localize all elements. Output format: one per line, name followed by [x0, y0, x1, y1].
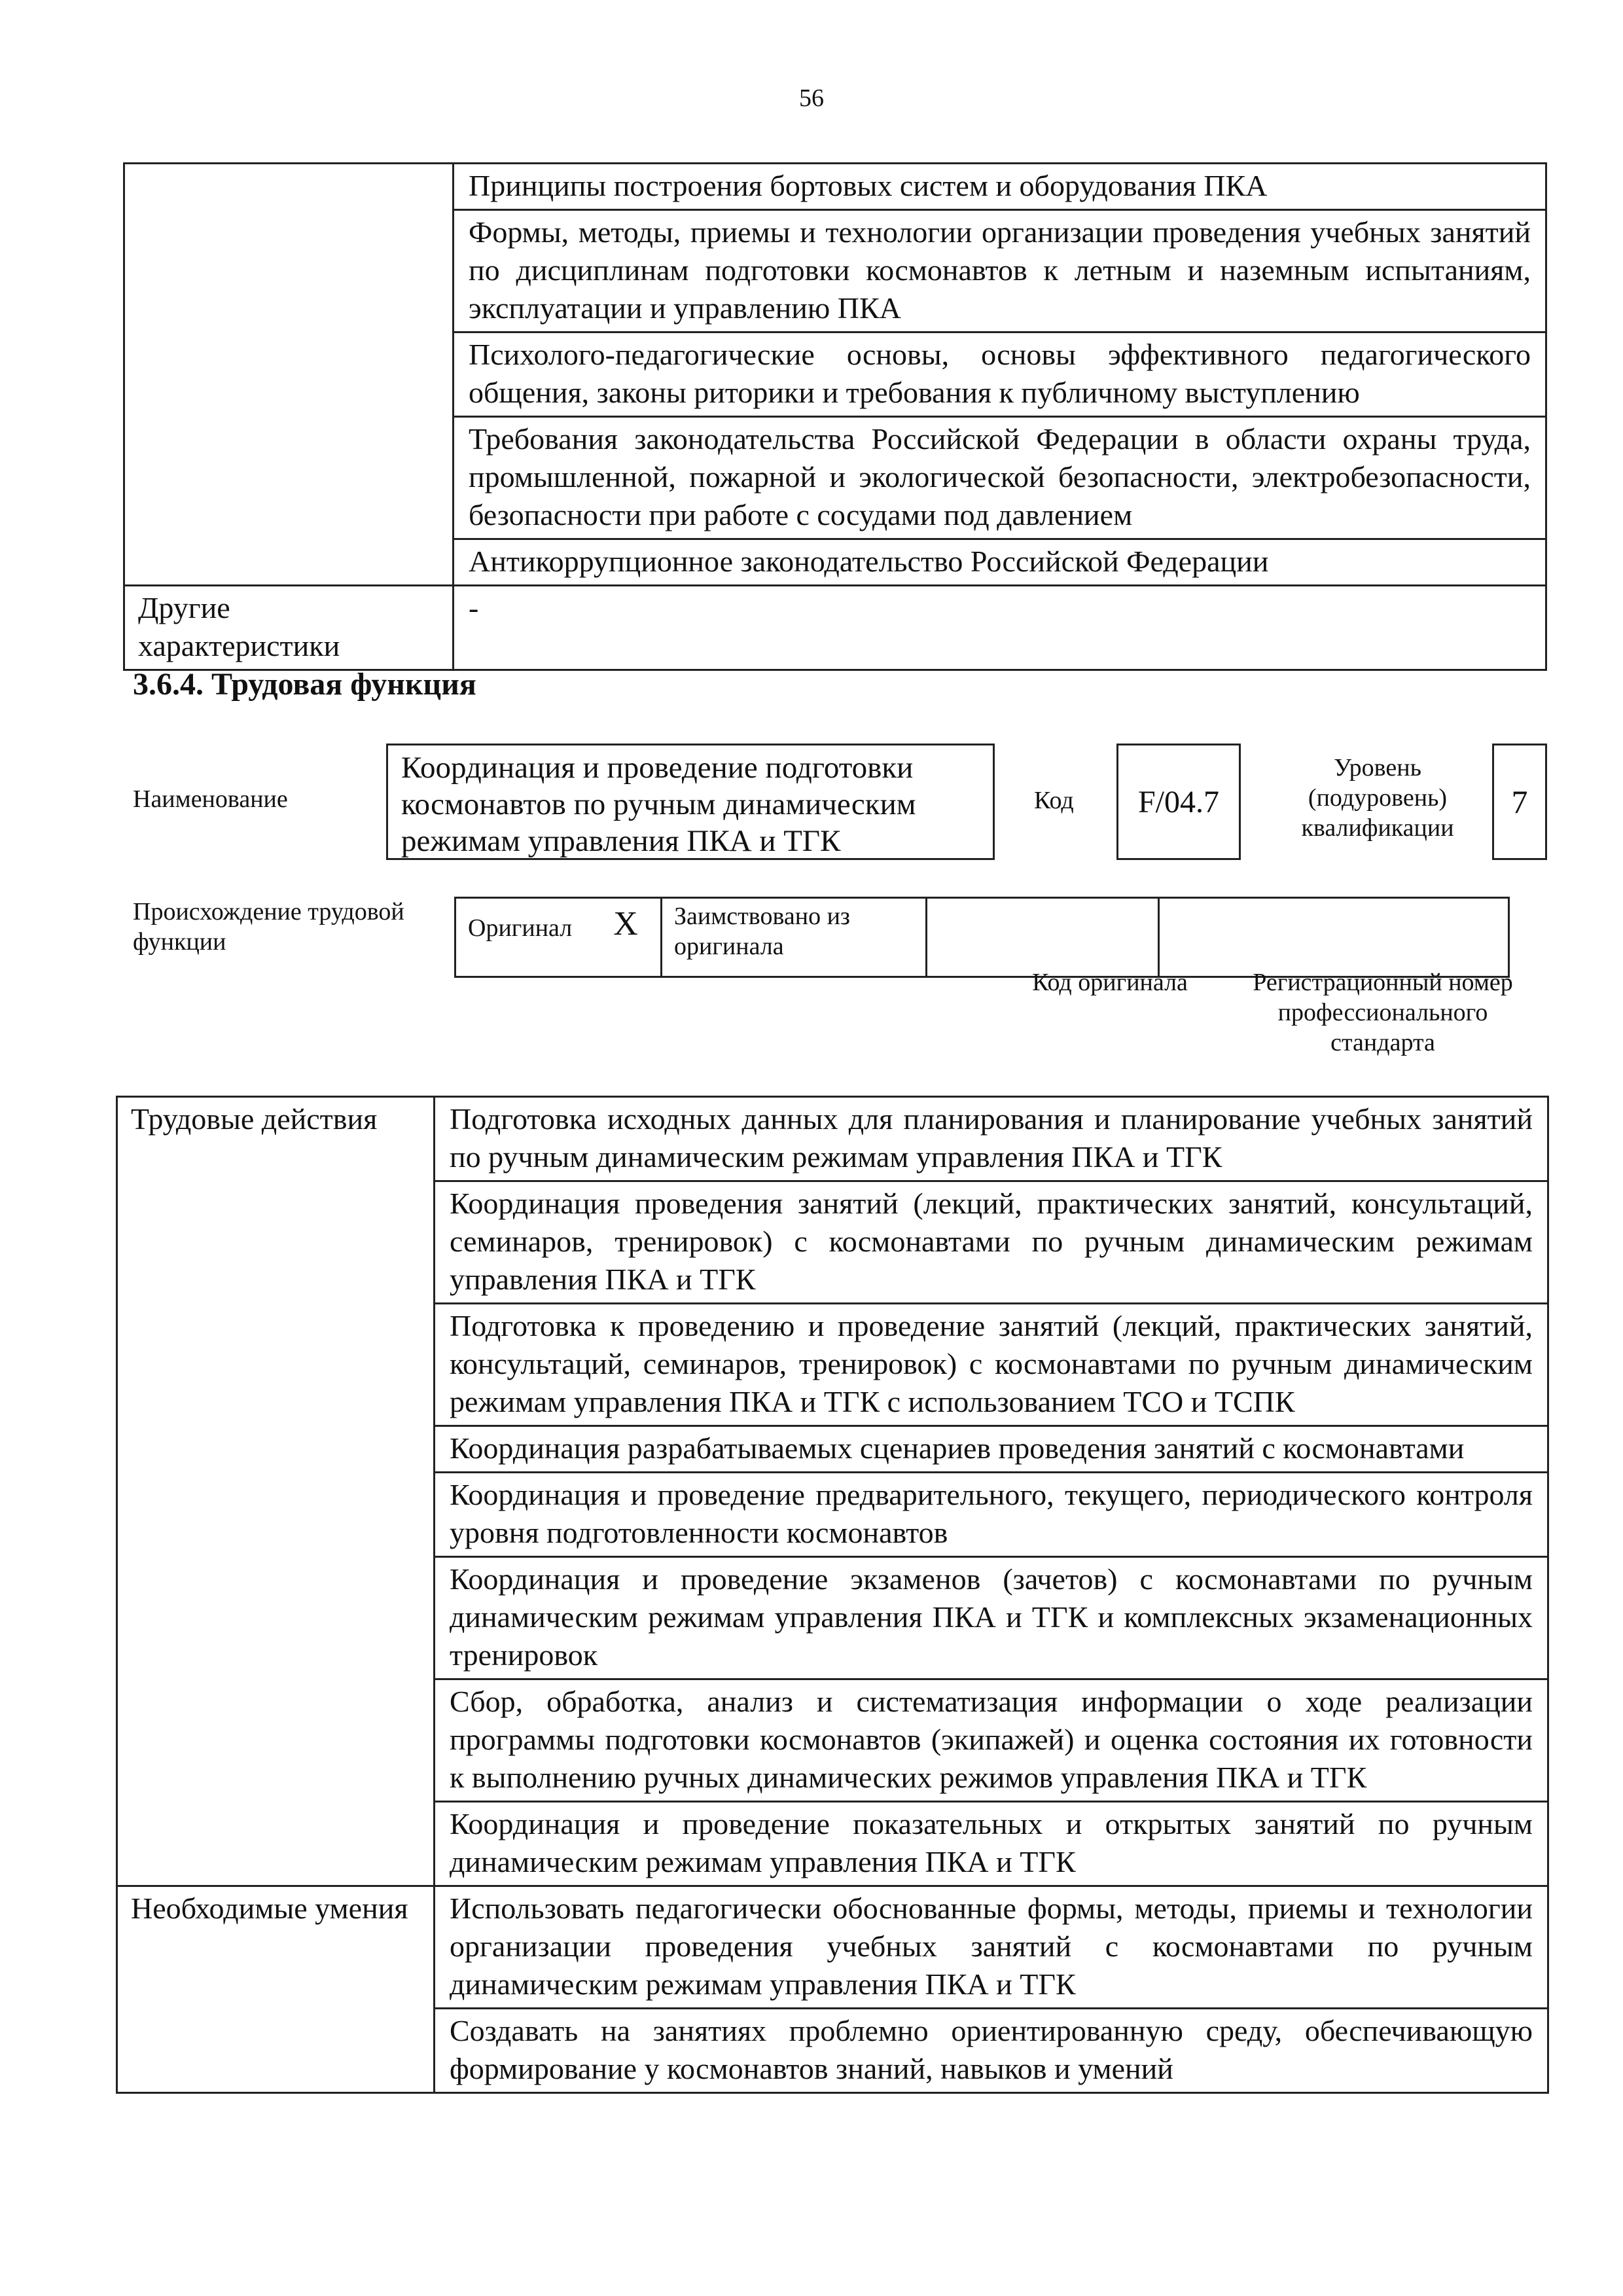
labor-action-item: Координация и проведение предварительного, текущего, периодического контроля уровня подготовленности космонавтов	[435, 1473, 1548, 1557]
level-label: Уровень (подуровень) квалификации	[1301, 754, 1454, 842]
knowledge-item: Формы, методы, приемы и технологии организации проведения учебных занятий по дисциплинам подготовки космонавтов к летным и наземным испытаниям, эксплуатации и управлению ПКА	[454, 210, 1546, 332]
labor-action-item: Сбор, обработка, анализ и систематизация информации о ходе реализации программы подготовки космонавтов (экипажей) и оценка состояния их готовности к выполнению ручных динамических режимов управления ПКА и ТГК	[435, 1679, 1548, 1802]
original-code-caption: Код оригинала	[1032, 969, 1188, 996]
other-characteristics-value: -	[454, 586, 1546, 670]
empty-label-cell	[124, 164, 454, 586]
required-skills-label: Необходимые умения	[117, 1886, 435, 2093]
other-characteristics-label: Другие характеристики	[124, 586, 454, 670]
knowledge-item: Принципы построения бортовых систем и оборудования ПКА	[454, 164, 1546, 210]
origin-table	[454, 897, 1510, 978]
reg-number-caption: Регистрационный номер профессионального стандарта	[1253, 969, 1513, 1056]
skill-item: Использовать педагогически обоснованные формы, методы, приемы и технологии организации проведения учебных занятий с космонавтами по ручным динамическим режимам управления ПКА и ТГК	[435, 1886, 1548, 2009]
labor-function-table	[116, 1096, 1549, 2094]
section-heading: 3.6.4. Трудовая функция	[133, 667, 476, 702]
original-mark: X	[591, 898, 662, 977]
labor-action-item: Подготовка к проведению и проведение занятий (лекций, практических занятий, консультаций, семинаров, тренировок) с космонавтами по ручным динамическим режимам управления ПКА и ТГК с использованием ТСО и ТСПК	[435, 1304, 1548, 1426]
page-number: 56	[799, 84, 824, 112]
labor-action-item: Координация разрабатываемых сценариев проведения занятий с космонавтами	[435, 1426, 1548, 1473]
borrowed-label: Заимствовано из оригинала	[662, 898, 927, 977]
labor-actions-label: Трудовые действия	[117, 1097, 435, 1886]
level-value-box: 7	[1492, 744, 1547, 860]
function-name-box: Координация и проведение подготовки космонавтов по ручным динамическим режимам управления ПКА и ТГК	[386, 744, 995, 860]
labor-action-item: Подготовка исходных данных для планирования и планирование учебных занятий по ручным динамическим режимам управления ПКА и ТГК	[435, 1097, 1548, 1181]
origin-label: Происхождение трудовой функции	[133, 898, 404, 956]
reg-number-cell	[1159, 898, 1509, 977]
code-label: Код	[1034, 787, 1074, 814]
labor-action-item: Координация проведения занятий (лекций, практических занятий, консультаций, семинаров, тренировок) с космонавтами по ручным динамическим режимам управления ПКА и ТГК	[435, 1181, 1548, 1304]
original-label: Оригинал	[455, 898, 592, 977]
labor-action-item: Координация и проведение показательных и открытых занятий по ручным динамическим режимам управления ПКА и ТГК	[435, 1802, 1548, 1886]
skill-item: Создавать на занятиях проблемно ориентированную среду, обеспечивающую формирование у космонавтов знаний, навыков и умений	[435, 2009, 1548, 2093]
labor-action-item: Координация и проведение экзаменов (зачетов) с космонавтами по ручным динамическим режимам управления ПКА и ТГК и комплексных экзаменационных тренировок	[435, 1557, 1548, 1679]
name-label: Наименование	[133, 785, 288, 813]
knowledge-item: Требования законодательства Российской Федерации в области охраны труда, промышленной, пожарной и экологической безопасности, электробезопасности, безопасности при работе с сосудами под давлением	[454, 417, 1546, 539]
original-code-cell	[927, 898, 1159, 977]
knowledge-table-continued	[123, 162, 1547, 671]
function-code-box: F/04.7	[1116, 744, 1241, 860]
knowledge-item: Антикоррупционное законодательство Российской Федерации	[454, 539, 1546, 586]
knowledge-item: Психолого-педагогические основы, основы эффективного педагогического общения, законы риторики и требования к публичному выступлению	[454, 332, 1546, 417]
